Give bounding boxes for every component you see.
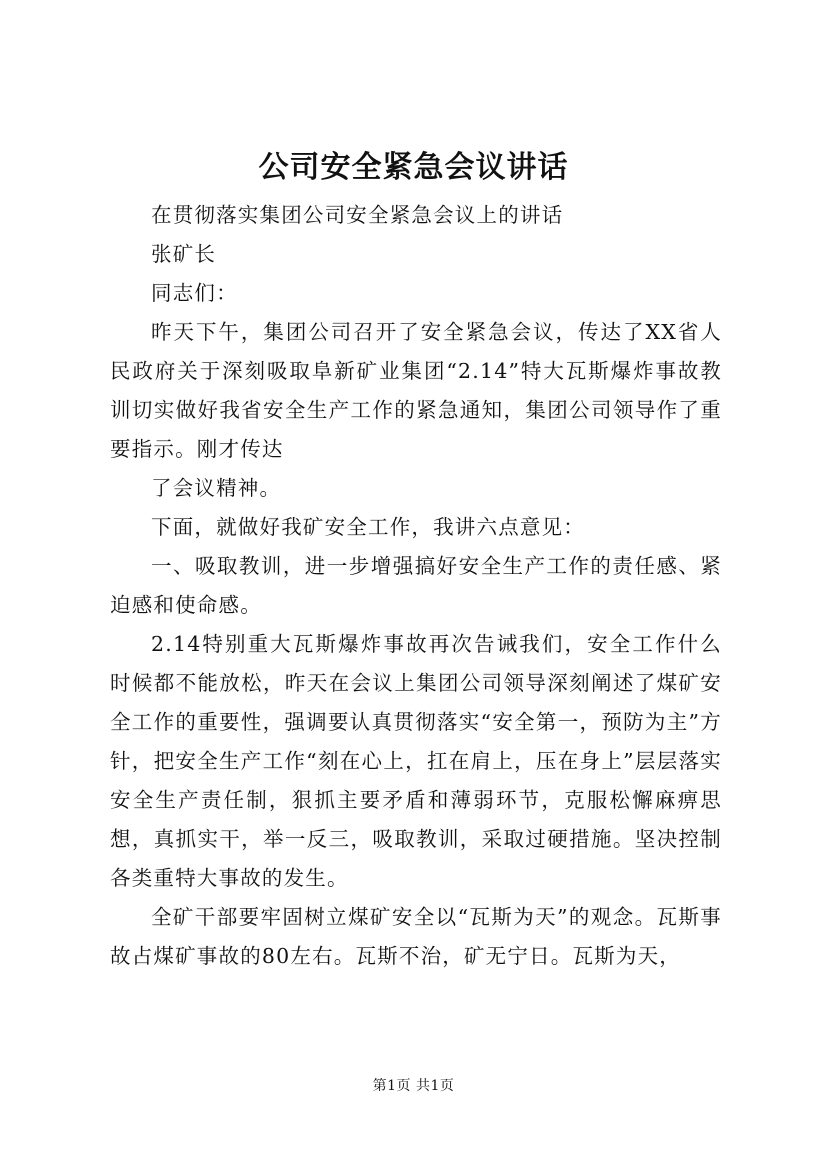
page-footer: 第1页 共1页	[372, 1078, 455, 1094]
paragraph: 下面，就做好我矿安全工作，我讲六点意见：	[151, 515, 585, 539]
paragraph-salutation: 同志们：	[151, 281, 238, 305]
paragraph-speaker: 张矿长	[151, 242, 217, 266]
paragraph-subtitle: 在贯彻落实集团公司安全紧急会议上的讲话	[151, 203, 564, 227]
document-body	[110, 196, 722, 976]
paragraph: 2.14特别重大瓦斯爆炸事故再次告诫我们，安全工作什么时候都不能放松，昨天在会议上集团公司领导深刻阐述了煤矿安全工作的重要性，强调要认真贯彻落实“安全第一，预防为主”方针，把安全生产工作“刻在心上，扛在肩上，压在身上”层层落实安全生产责任制，狠抓主要矛盾和薄弱环节，克服松懈麻痹思想，真抓实干，举一反三，吸取教训，采取过硬措施。坚决控制各类重特大事故的发生。	[110, 632, 722, 890]
paragraph: 了会议精神。	[151, 476, 282, 500]
paragraph-heading: 一、吸取教训，进一步增强搞好安全生产工作的责任感、紧迫感和使命感。	[110, 554, 722, 617]
paragraph: 全矿干部要牢固树立煤矿安全以“瓦斯为天”的观念。瓦斯事故占煤矿事故的80左右。瓦斯不治，矿无宁日。瓦斯为天，	[110, 905, 722, 968]
document-title: 公司安全紧急会议讲话	[258, 150, 569, 185]
paragraph: 昨天下午，集团公司召开了安全紧急会议，传达了XX省人民政府关于深刻吸取阜新矿业集团“2.14”特大瓦斯爆炸事故教训切实做好我省安全生产工作的紧急通知，集团公司领导作了重要指示。刚才传达	[110, 320, 722, 461]
